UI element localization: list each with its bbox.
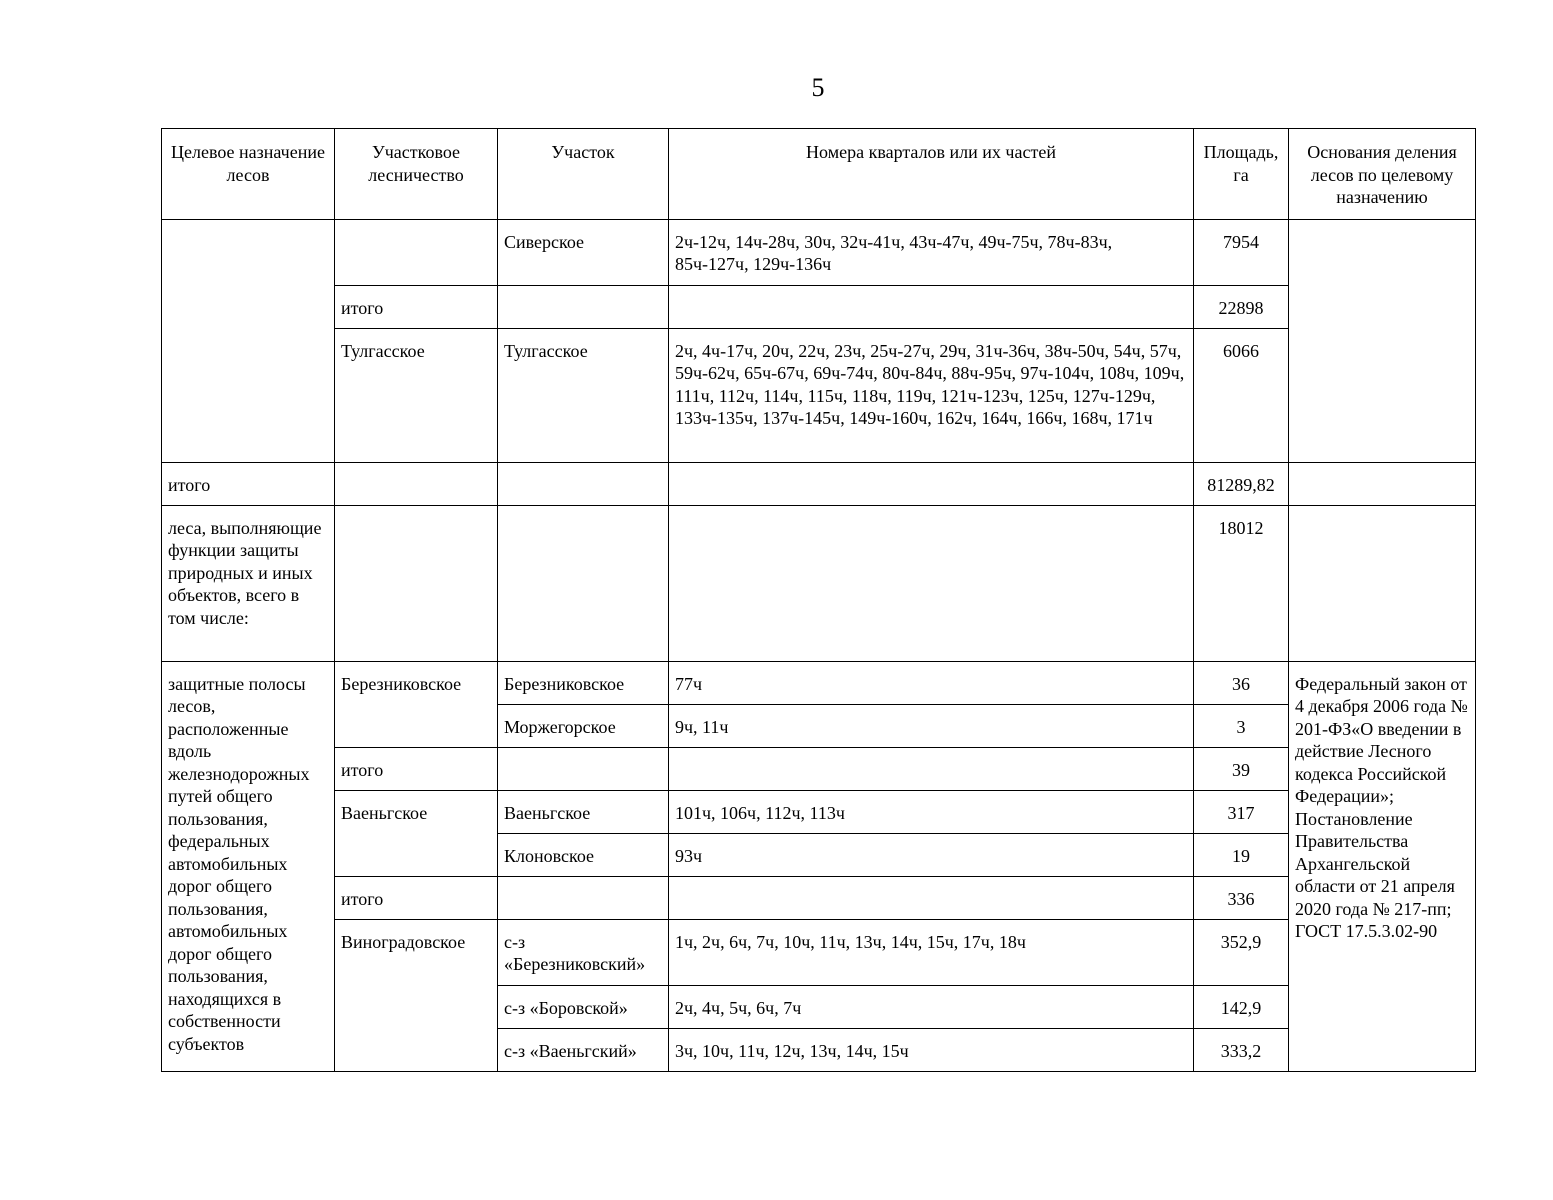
quarters-cell-empty [669, 876, 1194, 919]
forestry-cell: итого [335, 876, 498, 919]
purpose-cell: защитные полосы лесов, расположенные вдоль железнодорожных путей общего пользования, федеральных автомобильных дорог общего пользования, автомобильных дорог общего пользования, находящихся в собственности субъектов [162, 661, 335, 1071]
basis-cell: Федеральный закон от 4 декабря 2006 года № 201-ФЗ«О введении в действие Лесного кодекса Российской Федерации»; Постановление Правительства Архангельской области от 21 апреля 2020 года № 217-пп; ГОСТ 17.5.3.02-90 [1289, 661, 1476, 1071]
table-row [162, 790, 1476, 833]
purpose-cell-empty [162, 219, 335, 462]
plot-cell: с-з «Боровской» [498, 985, 669, 1028]
header-area: Площадь, га [1194, 129, 1289, 220]
basis-cell-empty [1289, 219, 1476, 462]
header-quarters: Номера кварталов или их частей [669, 129, 1194, 220]
plot-cell: Сиверское [498, 219, 669, 285]
area-cell: 333,2 [1194, 1028, 1289, 1071]
header-basis: Основания деления лесов по целевому назначению [1289, 129, 1476, 220]
quarters-cell: 3ч, 10ч, 11ч, 12ч, 13ч, 14ч, 15ч [669, 1028, 1194, 1071]
table-row [162, 328, 1476, 462]
quarters-cell: 101ч, 106ч, 112ч, 113ч [669, 790, 1194, 833]
forestry-cell-empty [335, 219, 498, 285]
forestry-cell: Тулгасское [335, 328, 498, 462]
forestry-cell: Ваеньгское [335, 790, 498, 876]
area-cell: 7954 [1194, 219, 1289, 285]
header-purpose: Целевое назначение лесов [162, 129, 335, 220]
header-forestry: Участковое лесничество [335, 129, 498, 220]
plot-cell: Моржегорское [498, 704, 669, 747]
quarters-cell-empty [669, 462, 1194, 505]
table-row [162, 661, 1476, 704]
quarters-cell-empty [669, 285, 1194, 328]
table-row [162, 876, 1476, 919]
quarters-cell: 2ч, 4ч, 5ч, 6ч, 7ч [669, 985, 1194, 1028]
area-cell: 3 [1194, 704, 1289, 747]
plot-cell-empty [498, 747, 669, 790]
quarters-cell: 9ч, 11ч [669, 704, 1194, 747]
quarters-cell: 2ч, 4ч-17ч, 20ч, 22ч, 23ч, 25ч-27ч, 29ч, 31ч-36ч, 38ч-50ч, 54ч, 57ч, 59ч-62ч, 65ч-67ч, 69ч-74ч, 80ч-84ч, 88ч-95ч, 97ч-104ч, 108ч, 109ч, 111ч, 112ч, 114ч, 115ч, 118ч, 119ч, 121ч-123ч, 125ч, 127ч-129ч, 133ч-135ч, 137ч-145ч, 149ч-160ч, 162ч, 164ч, 166ч, 168ч, 171ч [669, 328, 1194, 462]
area-cell: 81289,82 [1194, 462, 1289, 505]
area-cell: 317 [1194, 790, 1289, 833]
table-row [162, 505, 1476, 661]
area-cell: 36 [1194, 661, 1289, 704]
forestry-cell: Березниковское [335, 661, 498, 747]
plot-cell: Ваеньгское [498, 790, 669, 833]
quarters-cell: 77ч [669, 661, 1194, 704]
quarters-cell-empty [669, 747, 1194, 790]
forestry-cell-empty [335, 505, 498, 661]
basis-cell-empty [1289, 462, 1476, 505]
plot-cell-empty [498, 876, 669, 919]
quarters-cell-empty [669, 505, 1194, 661]
plot-cell-empty [498, 462, 669, 505]
forestry-cell-empty [335, 462, 498, 505]
quarters-cell: 1ч, 2ч, 6ч, 7ч, 10ч, 11ч, 13ч, 14ч, 15ч, 17ч, 18ч [669, 919, 1194, 985]
quarters-cell: 93ч [669, 833, 1194, 876]
forestry-cell: Виноградовское [335, 919, 498, 1071]
area-cell: 18012 [1194, 505, 1289, 661]
area-cell: 19 [1194, 833, 1289, 876]
forestry-cell: итого [335, 747, 498, 790]
plot-cell-empty [498, 285, 669, 328]
purpose-cell: леса, выполняющие функции защиты природных и иных объектов, всего в том числе: [162, 505, 335, 661]
plot-cell: с-з «Березниковский» [498, 919, 669, 985]
page-number: 5 [811, 73, 825, 102]
table-header-row [162, 129, 1476, 220]
table-row [162, 285, 1476, 328]
table-row [162, 219, 1476, 285]
plot-cell: Клоновское [498, 833, 669, 876]
area-cell: 336 [1194, 876, 1289, 919]
plot-cell-empty [498, 505, 669, 661]
table-row [162, 919, 1476, 985]
plot-cell: Тулгасское [498, 328, 669, 462]
plot-cell: с-з «Ваеньгский» [498, 1028, 669, 1071]
basis-cell-empty [1289, 505, 1476, 661]
area-cell: 142,9 [1194, 985, 1289, 1028]
area-cell: 39 [1194, 747, 1289, 790]
table-row [162, 747, 1476, 790]
area-cell: 6066 [1194, 328, 1289, 462]
quarters-cell: 2ч-12ч, 14ч-28ч, 30ч, 32ч-41ч, 43ч-47ч, 49ч-75ч, 78ч-83ч, 85ч-127ч, 129ч-136ч [669, 219, 1194, 285]
area-cell: 22898 [1194, 285, 1289, 328]
plot-cell: Березниковское [498, 661, 669, 704]
forestry-cell: итого [335, 285, 498, 328]
header-plot: Участок [498, 129, 669, 220]
purpose-cell: итого [162, 462, 335, 505]
forest-division-table [161, 128, 1476, 1072]
area-cell: 352,9 [1194, 919, 1289, 985]
table-row [162, 462, 1476, 505]
